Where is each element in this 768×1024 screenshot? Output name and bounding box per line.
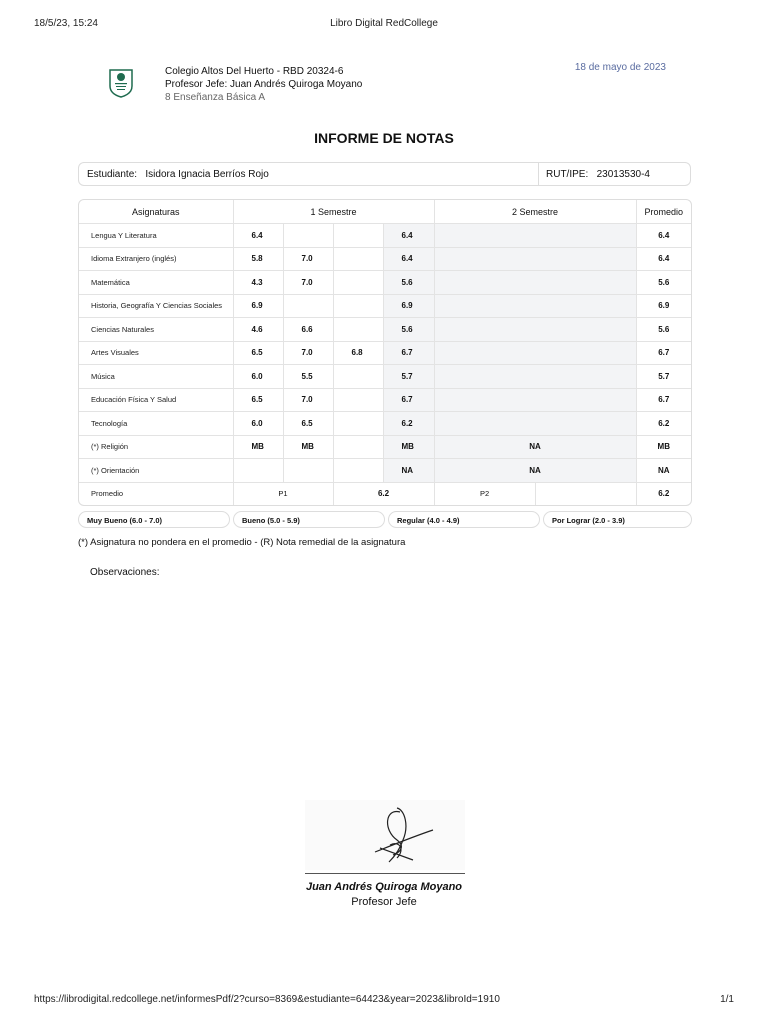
student-name: Isidora Ignacia Berríos Rojo	[145, 169, 269, 180]
table-row	[79, 294, 691, 318]
table-row	[79, 224, 691, 248]
report-date: 18 de mayo de 2023	[574, 62, 666, 73]
grade-cell	[283, 224, 333, 248]
summary-row	[79, 482, 691, 505]
course-grade: 8 Enseñanza Básica A	[165, 92, 266, 103]
semester-1-average-cell: 6.4	[383, 247, 434, 271]
grade-cell: 4.3	[233, 271, 283, 295]
print-title: Libro Digital RedCollege	[330, 18, 438, 29]
semester-2-cell: NA	[434, 459, 636, 483]
semester-2-cell	[434, 318, 636, 342]
semester-1-average-cell: 5.7	[383, 365, 434, 389]
subject-cell: Lengua Y Literatura	[79, 224, 233, 248]
final-average-cell: 6.2	[636, 412, 691, 436]
table-row	[79, 459, 691, 483]
semester-1-average-cell: 5.6	[383, 318, 434, 342]
grade-cell: 6.5	[233, 341, 283, 365]
grade-cell: 7.0	[283, 247, 333, 271]
table-row	[79, 318, 691, 342]
grade-cell: 6.6	[283, 318, 333, 342]
final-average-cell: 6.4	[636, 224, 691, 248]
divider	[538, 163, 539, 185]
semester-1-average-cell: 5.6	[383, 271, 434, 295]
grade-cell: 4.6	[233, 318, 283, 342]
final-average-cell: 6.7	[636, 341, 691, 365]
signature-role: Profesor Jefe	[351, 896, 417, 908]
semester-1-average-cell: 6.7	[383, 341, 434, 365]
grade-cell	[233, 459, 283, 483]
semester-2-cell	[434, 388, 636, 412]
semester-1-average-cell: NA	[383, 459, 434, 483]
subject-cell: (*) Religión	[79, 435, 233, 459]
grade-cell	[333, 412, 383, 436]
subject-cell: Música	[79, 365, 233, 389]
final-average-cell: 6.9	[636, 294, 691, 318]
semester-1-average-cell: 6.9	[383, 294, 434, 318]
table-row	[79, 341, 691, 365]
signature-name: Juan Andrés Quiroga Moyano	[305, 881, 463, 893]
p2-label: P2	[434, 482, 535, 505]
grade-cell	[283, 294, 333, 318]
final-average-cell: 6.7	[636, 388, 691, 412]
table-header-row	[79, 200, 691, 224]
rut-value: 23013530-4	[596, 169, 650, 180]
grade-cell: 6.0	[233, 412, 283, 436]
final-average-cell: 5.7	[636, 365, 691, 389]
table-row	[79, 247, 691, 271]
grade-cell: 7.0	[283, 271, 333, 295]
header-semester-1: 1 Semestre	[233, 200, 434, 224]
semester-1-average-cell: 6.2	[383, 412, 434, 436]
final-average-cell: 5.6	[636, 271, 691, 295]
subject-cell: Educación Física Y Salud	[79, 388, 233, 412]
grade-cell: 6.0	[233, 365, 283, 389]
observations-label: Observaciones:	[90, 567, 160, 578]
final-average-cell: 5.6	[636, 318, 691, 342]
final-average-cell: MB	[636, 435, 691, 459]
school-logo	[108, 68, 134, 98]
grade-cell: 6.4	[233, 224, 283, 248]
grades-table	[78, 199, 692, 506]
signature-line	[305, 873, 465, 874]
grade-cell: 6.5	[283, 412, 333, 436]
semester-2-cell	[434, 294, 636, 318]
p1-value: 6.2	[333, 482, 434, 505]
table-row	[79, 435, 691, 459]
grade-cell	[333, 459, 383, 483]
subject-cell: Artes Visuales	[79, 341, 233, 365]
grade-cell	[333, 294, 383, 318]
legend-muy-bueno: Muy Bueno (6.0 - 7.0)	[78, 511, 230, 528]
grade-cell	[333, 247, 383, 271]
grade-cell: 6.9	[233, 294, 283, 318]
subject-cell: Idioma Extranjero (inglés)	[79, 247, 233, 271]
grade-legend	[78, 511, 692, 529]
semester-2-cell	[434, 412, 636, 436]
header-semester-2: 2 Semestre	[434, 200, 636, 224]
grade-cell	[333, 435, 383, 459]
subject-cell: (*) Orientación	[79, 459, 233, 483]
header-subjects: Asignaturas	[79, 200, 233, 224]
footnote: (*) Asignatura no pondera en el promedio - (R) Nota remedial de la asignatura	[78, 537, 406, 548]
final-average-summary: 6.2	[636, 482, 691, 505]
p2-value	[535, 482, 636, 505]
semester-2-cell	[434, 224, 636, 248]
school-name: Colegio Altos Del Huerto - RBD 20324-6	[165, 66, 344, 77]
rut-label: RUT/IPE:	[546, 169, 589, 180]
student-label: Estudiante:	[87, 169, 138, 180]
semester-1-average-cell: MB	[383, 435, 434, 459]
grade-cell: 7.0	[283, 341, 333, 365]
semester-2-cell	[434, 247, 636, 271]
grade-cell: MB	[283, 435, 333, 459]
page-number: 1/1	[720, 994, 734, 1005]
signature-image	[305, 800, 465, 870]
grade-cell	[333, 224, 383, 248]
header-average: Promedio	[636, 200, 691, 224]
print-datetime: 18/5/23, 15:24	[34, 18, 98, 29]
subject-cell: Tecnología	[79, 412, 233, 436]
grade-cell	[333, 318, 383, 342]
legend-bueno: Bueno (5.0 - 5.9)	[233, 511, 385, 528]
final-average-cell: NA	[636, 459, 691, 483]
grade-cell	[333, 365, 383, 389]
p1-label: P1	[233, 482, 333, 505]
subject-cell: Matemática	[79, 271, 233, 295]
semester-2-cell	[434, 341, 636, 365]
summary-label: Promedio	[79, 482, 233, 505]
grade-cell: 6.8	[333, 341, 383, 365]
subject-cell: Ciencias Naturales	[79, 318, 233, 342]
subject-cell: Historia, Geografía Y Ciencias Sociales	[79, 294, 233, 318]
grade-cell	[283, 459, 333, 483]
table-row	[79, 365, 691, 389]
table-row	[79, 271, 691, 295]
grade-cell: 7.0	[283, 388, 333, 412]
semester-2-cell	[434, 271, 636, 295]
grade-cell	[333, 388, 383, 412]
semester-1-average-cell: 6.7	[383, 388, 434, 412]
grade-cell: 6.5	[233, 388, 283, 412]
school-info	[165, 65, 362, 104]
table-row	[79, 412, 691, 436]
grade-cell	[333, 271, 383, 295]
semester-1-average-cell: 6.4	[383, 224, 434, 248]
page-title: INFORME DE NOTAS	[314, 130, 454, 146]
head-teacher: Profesor Jefe: Juan Andrés Quiroga Moyano	[165, 79, 363, 90]
final-average-cell: 6.4	[636, 247, 691, 271]
grade-cell: 5.5	[283, 365, 333, 389]
legend-regular: Regular (4.0 - 4.9)	[388, 511, 540, 528]
legend-por-lograr: Por Lograr (2.0 - 3.9)	[543, 511, 692, 528]
semester-2-cell	[434, 365, 636, 389]
grade-cell: 5.8	[233, 247, 283, 271]
semester-2-cell: NA	[434, 435, 636, 459]
grade-cell: MB	[233, 435, 283, 459]
student-info	[78, 162, 691, 186]
table-row	[79, 388, 691, 412]
page-url: https://librodigital.redcollege.net/informesPdf/2?curso=8369&estudiante=64423&year=2023&libroId=1910	[34, 994, 500, 1005]
